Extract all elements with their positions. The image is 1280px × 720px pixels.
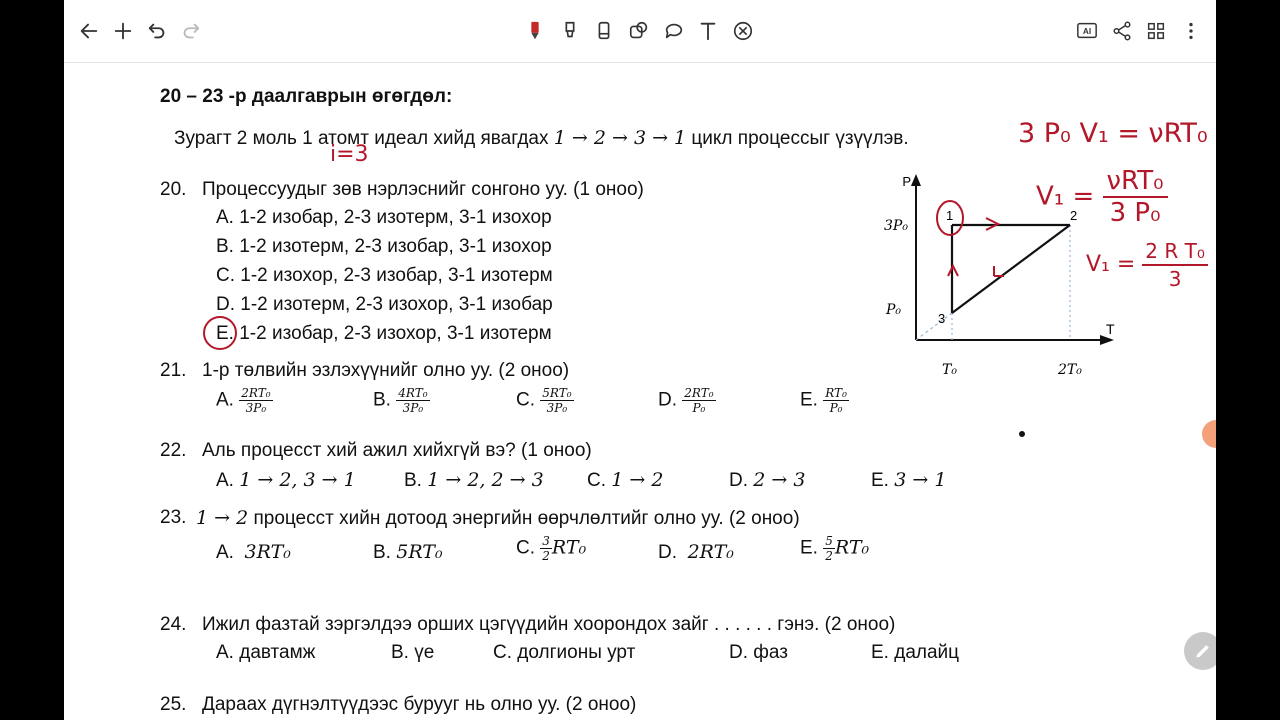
eraser-icon[interactable]	[591, 18, 617, 44]
q22-text: Аль процесст хий ажил хийхгүй вэ? (1 оноо)	[202, 440, 592, 461]
p-axis-arrow-icon	[911, 174, 921, 186]
label-2t0: 2T₀	[1058, 362, 1082, 378]
q21-option-d: D. $\frac{\text{2RT₀}}{\text{P₀}}$	[658, 386, 714, 415]
process-2-3	[952, 225, 1070, 313]
q24-option-b: B. үе	[391, 642, 435, 663]
undo-icon[interactable]	[144, 18, 170, 44]
close-circle-icon[interactable]	[730, 18, 756, 44]
ai-icon[interactable]	[1074, 18, 1100, 44]
handwritten-note-2: V₁ = νRT₀ 3 P₀	[1036, 166, 1168, 228]
label-3p0: 3P₀	[884, 218, 908, 234]
point-1-label: 1	[946, 208, 954, 223]
q22-option-c: C. 1 → 2	[587, 469, 664, 491]
q20-option-c: C. 1-2 изохор, 2-3 изобар, 3-1 изотерм	[216, 265, 553, 286]
edit-fab-button[interactable]	[1184, 632, 1216, 670]
q23-text: 1 → 2 процесст хийн дотоод энергийн өөрчлөлтийг олно уу. (2 оноо)	[196, 507, 800, 529]
label-p0: P₀	[886, 302, 902, 318]
more-icon[interactable]	[1178, 18, 1204, 44]
q22-option-a: A. 1 → 2, 3 → 1	[216, 469, 356, 491]
plus-icon[interactable]	[110, 18, 136, 44]
q21-option-c: C. $\frac{\text{5RT₀}}{\text{3P₀}}$	[516, 386, 572, 415]
q24-option-e: E. далайц	[871, 642, 960, 663]
q20-number: 20.	[160, 179, 187, 200]
q21-text: 1-р төлвийн эзлэхүүнийг олно уу. (2 оноо)	[202, 360, 570, 381]
point-3-label: 3	[938, 311, 946, 326]
document-page	[64, 0, 1216, 720]
pen-icon[interactable]	[522, 18, 548, 44]
q22-number: 22.	[160, 440, 187, 461]
q24-option-c: C. долгионы урт	[493, 642, 636, 663]
q23-option-a: A. 3RT₀	[216, 541, 291, 563]
q22-option-e: E. 3 → 1	[871, 469, 947, 491]
circle-answer-e-annotation	[201, 314, 239, 352]
q21-option-b: B. $\frac{\text{4RT₀}}{\text{3P₀}}$	[373, 386, 428, 415]
q22-option-b: B. 1 → 2, 2 → 3	[404, 469, 544, 491]
lasso-icon[interactable]	[626, 18, 652, 44]
q24-text: Ижил фазтай зэргэлдээ орших цэгүүдийн хоорондох зайг . . . . . . гэнэ. (2 оноо)	[202, 614, 896, 635]
q24-option-a: A. давтамж	[216, 642, 316, 663]
section-heading: 20 – 23 -р даалгаврын өгөгдөл:	[160, 86, 453, 107]
share-icon[interactable]	[1109, 18, 1135, 44]
q20-text: Процессуудыг зөв нэрлэснийг сонгоно уу. (1 оноо)	[202, 179, 644, 200]
q23-option-d: D. 2RT₀	[658, 541, 734, 563]
annotation-toolbar	[64, 0, 1216, 63]
q25-number: 25.	[160, 694, 187, 715]
ai-label: AI	[1082, 27, 1092, 37]
q23-option-b: B. 5RT₀	[373, 541, 443, 563]
q23-option-e: E. $\frac{5}{2}$ RT₀	[800, 534, 870, 563]
q23-option-c: C. $\frac{3}{2}$ RT₀	[516, 534, 587, 563]
shape-icon[interactable]	[661, 18, 687, 44]
highlighter-icon[interactable]	[557, 18, 583, 44]
intro-text: Зурагт 2 моль 1 атомт идеал хийд явагдах 1 → 2 → 3 → 1 цикл процессыг үзүүлэв.	[174, 127, 909, 149]
pencil-icon	[1193, 641, 1213, 661]
q21-option-a: A. $\frac{\text{2RT₀}}{\text{3P₀}}$	[216, 386, 271, 415]
redo-icon[interactable]	[178, 18, 204, 44]
axis-t-label: T	[1106, 321, 1115, 337]
q21-option-e: E. $\frac{\text{RT₀}}{\text{P₀}}$	[800, 386, 847, 415]
text-icon[interactable]	[695, 18, 721, 44]
back-arrow-icon[interactable]	[76, 18, 102, 44]
dotted-origin-line	[916, 313, 952, 340]
q20-option-a: A. 1-2 изобар, 2-3 изотерм, 3-1 изохор	[216, 207, 552, 228]
handwritten-i-equals: i=3	[330, 142, 369, 167]
handwritten-note-1: 3 P₀ V₁ = νRT₀	[1018, 118, 1208, 149]
q24-number: 24.	[160, 614, 187, 635]
q20-option-e: E. 1-2 изобар, 2-3 изохор, 3-1 изотерм	[216, 323, 552, 344]
q25-text: Дараах дүгнэлтүүдээс бурууг нь олно уу. (2 оноо)	[202, 694, 637, 715]
stray-dot	[1018, 430, 1026, 438]
q20-option-d: D. 1-2 изотерм, 2-3 изохор, 3-1 изобар	[216, 294, 553, 315]
handwritten-note-3: V₁ = $\frac{\text{2 R T₀}}{3}$	[1086, 238, 1208, 292]
label-t0: T₀	[942, 362, 957, 378]
grid-icon[interactable]	[1143, 18, 1169, 44]
document-content	[64, 62, 1216, 720]
axis-p-label: P	[902, 174, 911, 189]
point-2-label: 2	[1070, 208, 1078, 223]
q20-option-b: B. 1-2 изотерм, 2-3 изобар, 3-1 изохор	[216, 236, 552, 257]
q22-option-d: D. 2 → 3	[729, 469, 806, 491]
q24-option-d: D. фаз	[729, 642, 788, 663]
q23-number: 23.	[160, 507, 187, 528]
q21-number: 21.	[160, 360, 187, 381]
